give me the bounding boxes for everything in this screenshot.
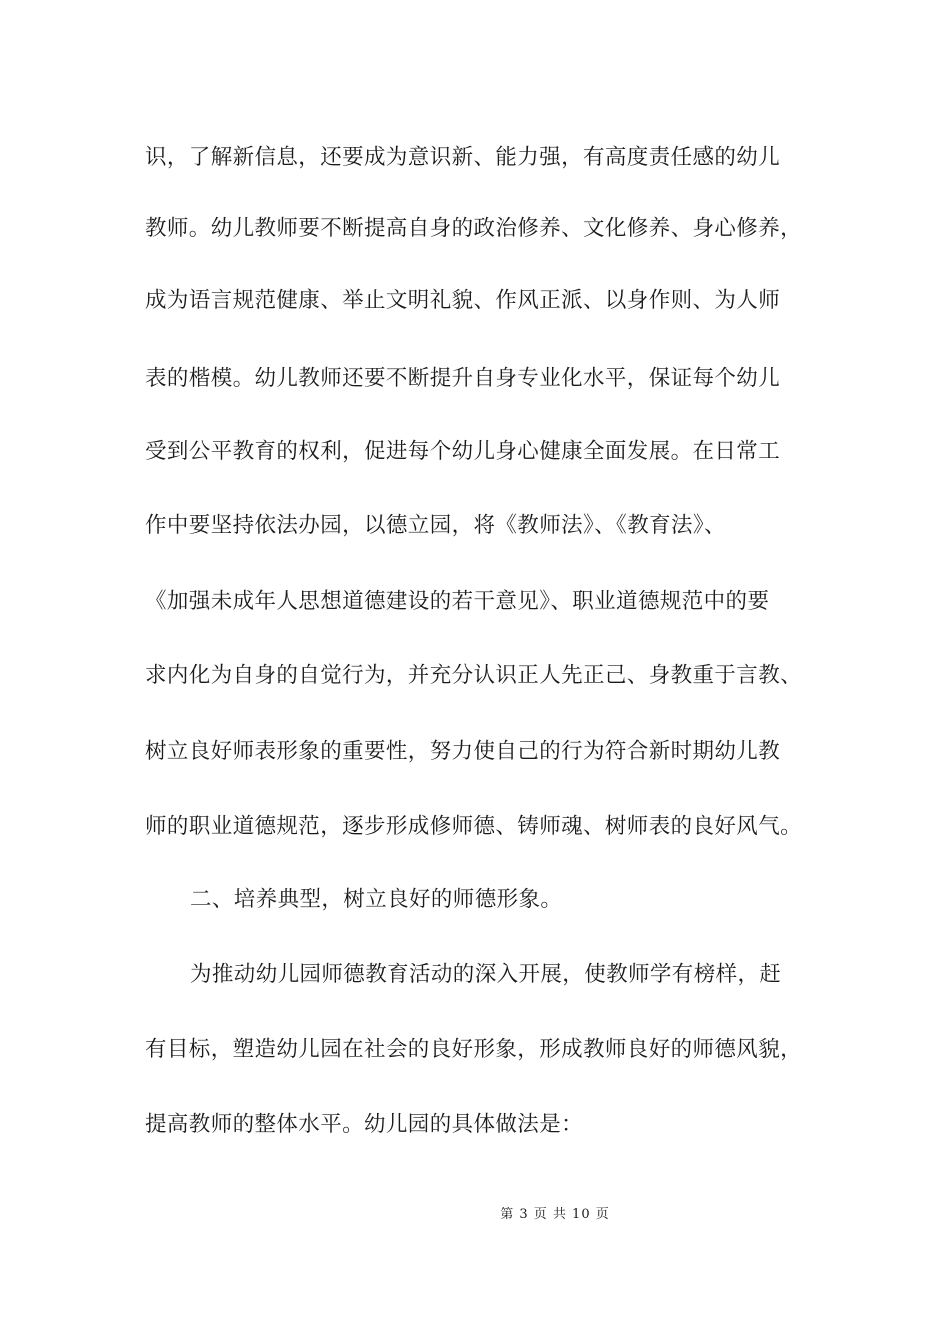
text-line: 受到公平教育的权利，促进每个幼儿身心健康全面发展。在日常工 — [145, 439, 781, 464]
text-line: 有目标，塑造幼儿园在社会的良好形象，形成教师良好的师德风貌， — [145, 1037, 803, 1062]
page-footer — [0, 1206, 950, 1224]
section-heading: 二、培养典型，树立良好的师德形象。 — [190, 887, 563, 912]
text-line: 作中要坚持依法办园，以德立园，将《教师法》、《教育法》、 — [145, 513, 726, 538]
text-line: 《加强未成年人思想道德建设的若干意见》、职业道德规范中的要 — [145, 589, 770, 614]
text-line: 成为语言规范健康、举止文明礼貌、作风正派、以身作则、为人师 — [145, 288, 781, 313]
text-line: 为推动幼儿园师德教育活动的深入开展，使教师学有榜样，赶 — [190, 962, 782, 987]
text-line: 师的职业道德规范，逐步形成修师德、铸师魂、树师表的良好风气。 — [145, 814, 803, 839]
text-line: 提高教师的整体水平。幼儿园的具体做法是： — [145, 1112, 584, 1137]
text-line: 求内化为自身的自觉行为，并充分认识正人先正己、身教重于言教、 — [145, 663, 803, 688]
text-line: 识，了解新信息，还要成为意识新、能力强，有高度责任感的幼儿 — [145, 145, 781, 170]
text-line: 表的楷模。幼儿教师还要不断提升自身专业化水平，保证每个幼儿 — [145, 366, 781, 391]
text-line: 树立良好师表形象的重要性，努力使自己的行为符合新时期幼儿教 — [145, 739, 781, 764]
page-number: 第 3 页 共 10 页 — [500, 1207, 610, 1222]
text-line: 教师。幼儿教师要不断提高自身的政治修养、文化修养、身心修养， — [145, 216, 803, 241]
